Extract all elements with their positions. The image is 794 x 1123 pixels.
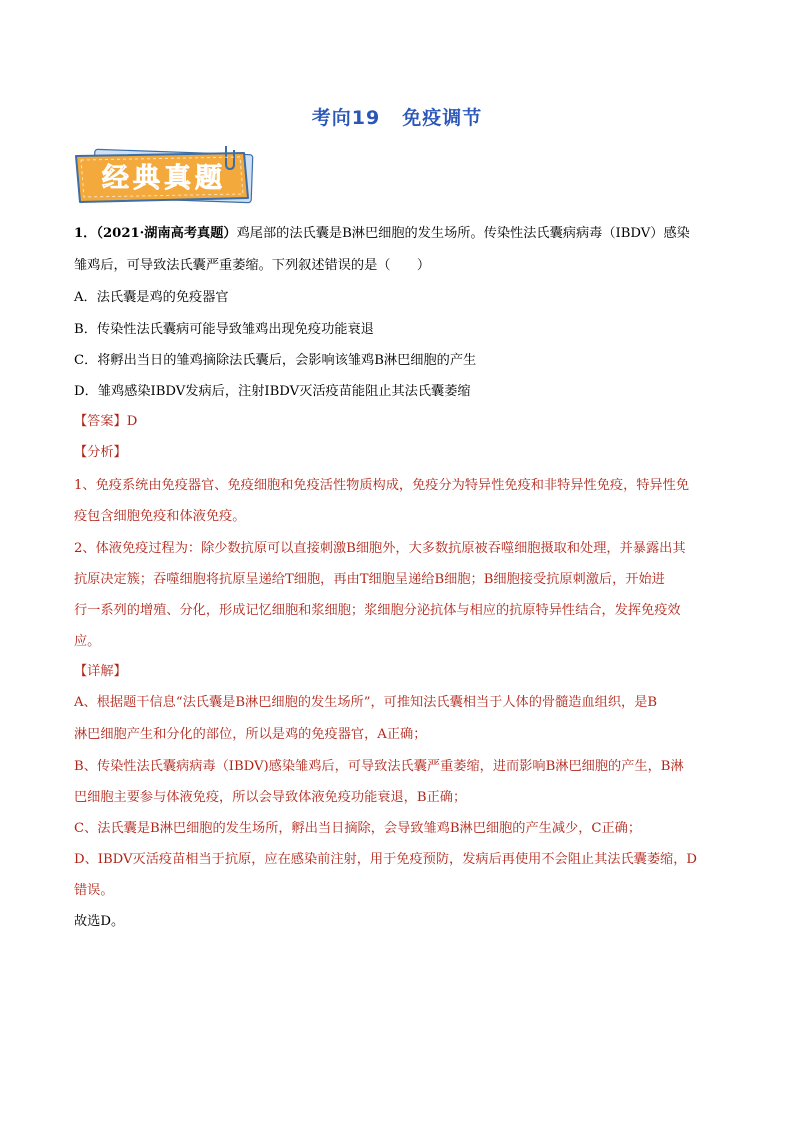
question-source: （2021·湖南高考真题） <box>96 226 237 241</box>
title-part-1: 考向19 <box>311 107 381 129</box>
answer-line <box>74 412 137 432</box>
question-stem-line-1 <box>74 224 690 244</box>
question-stem-line-2: 雏鸡后，可导致法氏囊严重萎缩。下列叙述错误的是（ ） <box>74 258 431 273</box>
detail-line: 淋巴细胞产生和分化的部位，所以是鸡的免疫器官，A正确； <box>74 727 427 742</box>
page-title <box>0 103 794 130</box>
answer-value: D <box>126 414 138 429</box>
detail-line: C、法氏囊是B淋巴细胞的发生场所，孵出当日摘除，会导致雏鸡B淋巴细胞的产生减少，C正确； <box>74 821 642 836</box>
analysis-line: 行一系列的增殖、分化，形成记忆细胞和浆细胞；浆细胞分泌抗体与相应的抗原特异性结合，发挥免疫效 <box>74 603 681 618</box>
analysis-line: 1、免疫系统由免疫器官、免疫细胞和免疫活性物质构成，免疫分为特异性免疫和非特异性免疫，特异性免 <box>74 478 690 493</box>
detail-line: B、传染性法氏囊病病毒（IBDV)感染雏鸡后，可导致法氏囊严重萎缩，进而影响B淋巴细胞的产生，B淋 <box>74 759 684 774</box>
conclusion-line: 故选D。 <box>74 914 125 929</box>
question-number: 1． <box>74 226 97 241</box>
analysis-line: 抗原决定簇；吞噬细胞将抗原呈递给T细胞，再由T细胞呈递给B细胞；B细胞接受抗原刺激后，开始进 <box>74 572 665 587</box>
option-b: B．传染性法氏囊病可能导致雏鸡出现免疫功能衰退 <box>74 322 374 337</box>
detail-line: D、IBDV灭活疫苗相当于抗原，应在感染前注射，用于免疫预防，发病后再使用不会阻止其法氏囊萎缩，D <box>74 852 697 867</box>
analysis-line: 应。 <box>74 634 101 649</box>
banner-text: 经典真题 <box>102 163 226 194</box>
analysis-label: 【分析】 <box>74 445 127 460</box>
option-c: C．将孵出当日的雏鸡摘除法氏囊后，会影响该雏鸡B淋巴细胞的产生 <box>74 353 477 368</box>
detail-line: 巴细胞主要参与体液免疫，所以会导致体液免疫功能衰退，B正确； <box>74 790 467 805</box>
classic-exam-banner <box>68 146 258 206</box>
detail-line: A、根据题干信息“法氏囊是B淋巴细胞的发生场所”，可推知法氏囊相当于人体的骨髓造血组织，是B <box>74 695 658 710</box>
answer-label: 【答案】 <box>74 414 127 429</box>
option-d: D．雏鸡感染IBDV发病后，注射IBDV灭活疫苗能阻止其法氏囊萎缩 <box>74 384 471 399</box>
analysis-line: 2、体液免疫过程为：除少数抗原可以直接刺激B细胞外，大多数抗原被吞噬细胞摄取和处理，并暴露出其 <box>74 541 686 556</box>
detail-label: 【详解】 <box>74 664 127 679</box>
title-part-2: 免疫调节 <box>402 107 483 129</box>
analysis-line: 疫包含细胞免疫和体液免疫。 <box>74 509 246 524</box>
detail-line: 错误。 <box>74 883 114 898</box>
question-stem: 鸡尾部的法氏囊是B淋巴细胞的发生场所。传染性法氏囊病病毒（IBDV）感染 <box>236 226 690 241</box>
option-a: A．法氏囊是鸡的免疫器官 <box>74 290 229 305</box>
